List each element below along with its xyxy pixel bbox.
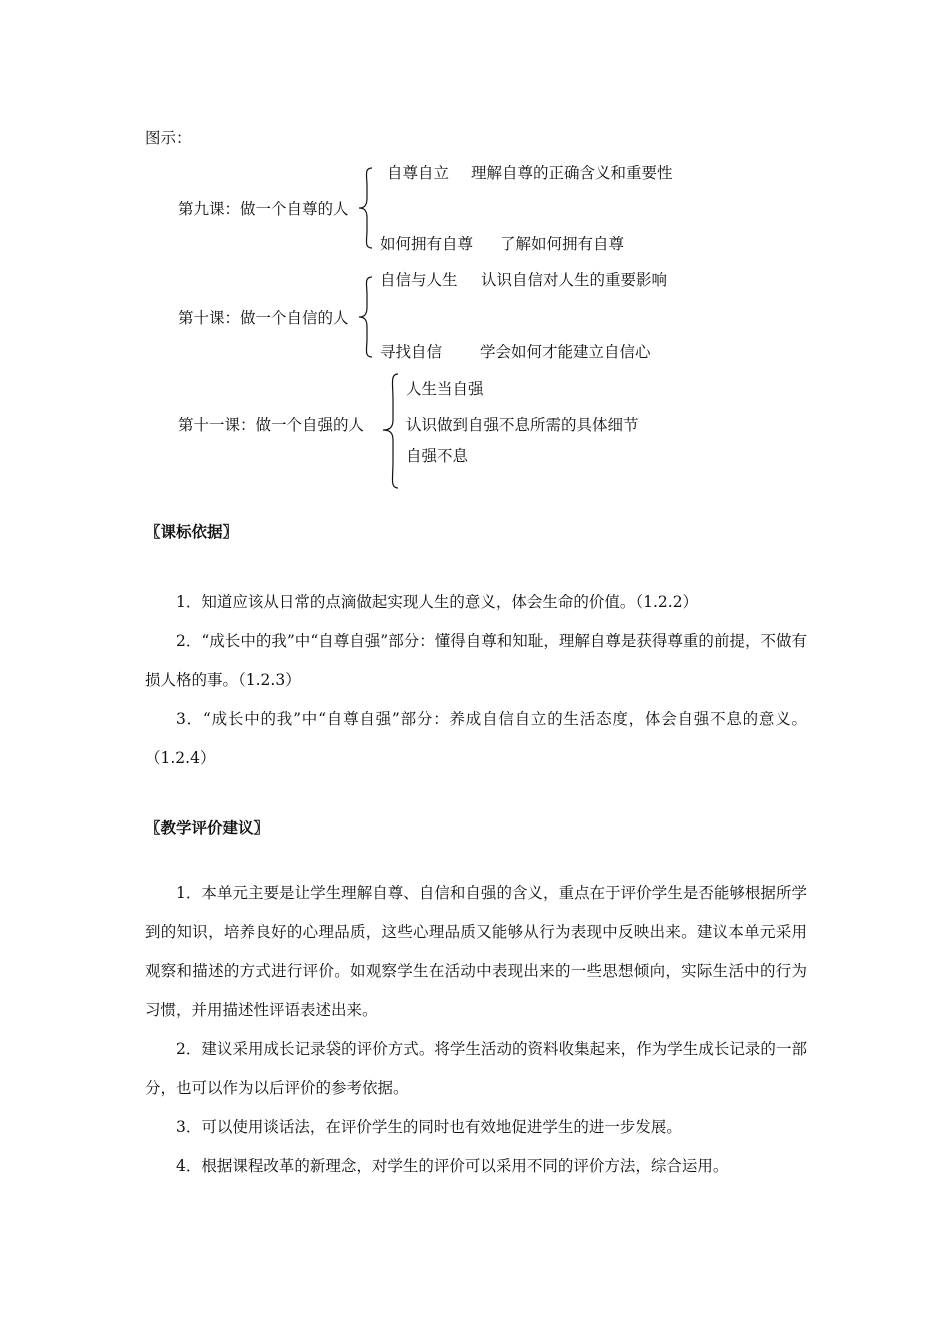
lesson-11-item-3: 自强不息 <box>406 447 469 465</box>
lesson-10-brace <box>358 275 378 359</box>
lesson-11-brace <box>382 372 404 490</box>
lesson-10-title: 第十课：做一个自信的人 <box>178 309 349 327</box>
curriculum-point-1: 1．知道应该从日常的点滴做起实现人生的意义，体会生命的价值。（1.2.2） <box>176 593 699 611</box>
lesson-11-title: 第十一课：做一个自强的人 <box>178 416 365 434</box>
lesson-9-goal-1: 理解自尊的正确含义和重要性 <box>471 164 673 182</box>
lesson-9-title: 第九课：做一个自尊的人 <box>178 200 349 218</box>
curriculum-point-3: 3．“成长中的我”中“自尊自强”部分：养成自信自立的生活态度，体会自强不息的意义。（1.2.4） <box>145 710 807 767</box>
lesson-10-goal-2: 学会如何才能建立自信心 <box>480 343 651 361</box>
lesson-9-goal-2: 了解如何拥有自尊 <box>500 235 625 253</box>
lesson-9-topic-1: 自尊自立 <box>387 164 450 182</box>
lesson-9-brace <box>358 166 378 250</box>
lesson-10-topic-2: 寻找自信 <box>380 343 443 361</box>
curriculum-point-2: 2．“成长中的我”中“自尊自强”部分：懂得自尊和知耻，理解自尊是获得尊重的前提，不做有损人格的事。（1.2.3） <box>145 632 807 689</box>
evaluation-point-3: 3．可以使用谈话法，在评价学生的同时也有效地促进学生的进一步发展。 <box>176 1118 682 1136</box>
evaluation-point-1: 1．本单元主要是让学生理解自尊、自信和自强的含义，重点在于评价学生是否能够根据所学到的知识，培养良好的心理品质，这些心理品质又能够从行为表现中反映出来。建议本单元采用观察和描述的方式进行评价。如观察学生在活动中表现出来的一些思想倾向，实际生活中的行为习惯，并用描述性评语表述出来。 <box>145 884 807 1019</box>
curriculum-heading: 〖课标依据〗 <box>145 522 239 541</box>
evaluation-point-2: 2．建议采用成长记录袋的评价方式。将学生活动的资料收集起来，作为学生成长记录的一部分，也可以作为以后评价的参考依据。 <box>145 1040 807 1097</box>
lesson-10-topic-1: 自信与人生 <box>380 271 458 289</box>
evaluation-point-4: 4．根据课程改革的新理念，对学生的评价可以采用不同的评价方法，综合运用。 <box>176 1157 729 1175</box>
lesson-9-topic-2: 如何拥有自尊 <box>380 235 474 253</box>
diagram-label: 图示： <box>145 129 192 147</box>
lesson-11-item-1: 人生当自强 <box>406 380 484 398</box>
lesson-11-item-2: 认识做到自强不息所需的具体细节 <box>406 416 639 434</box>
evaluation-heading: 〖教学评价建议〗 <box>145 818 270 837</box>
lesson-10-goal-1: 认识自信对人生的重要影响 <box>481 271 668 289</box>
